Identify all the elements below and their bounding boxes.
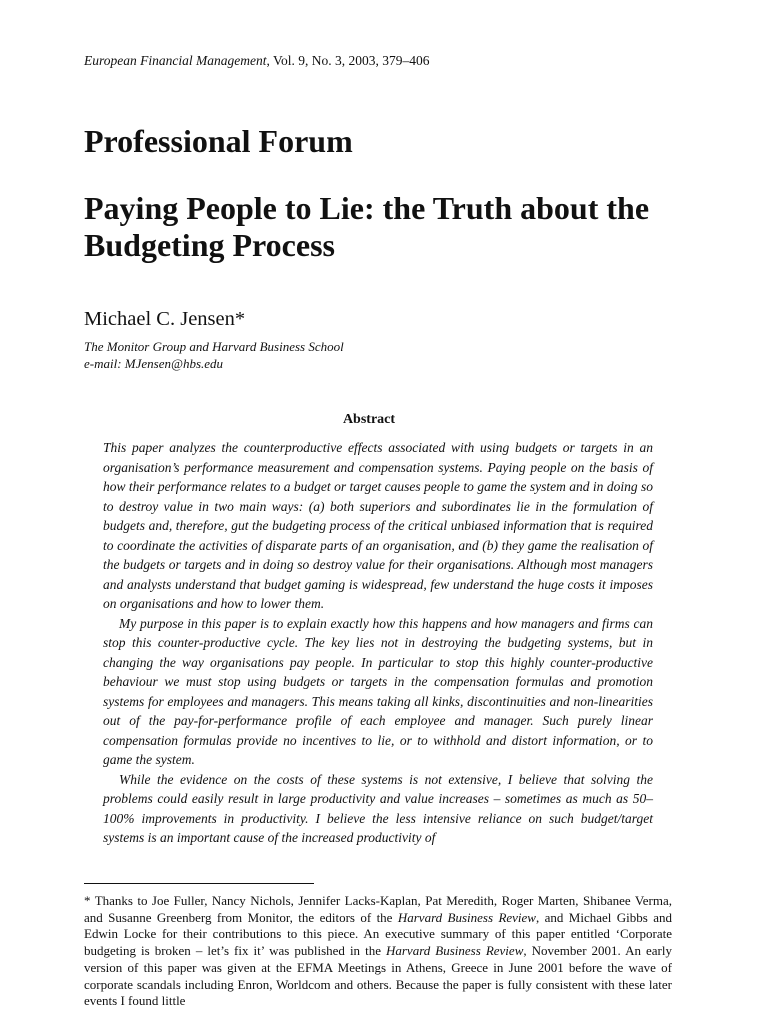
footnote-text-2: , and Michael Gibbs and Edwin Locke for their contributions to this piece. An executive summary of this paper entitled ‘Corporate budgeting is broken – let’s fix it’ was published in the — [84, 909, 673, 959]
section-title: Professional Forum — [84, 123, 353, 159]
author-name: Michael C. Jensen* — [84, 308, 246, 330]
journal-volume-info: , Vol. 9, No. 3, 2003, 379–406 — [266, 53, 430, 68]
paper-title: Paying People to Lie: the Truth about the Budgeting Process — [84, 190, 650, 263]
footnote-divider — [84, 883, 314, 884]
footnote-journal-ref-1: Harvard Business Review — [397, 909, 536, 925]
footnote — [84, 893, 672, 1010]
abstract-body — [103, 438, 653, 848]
abstract-paragraph-3: While the evidence on the costs of these systems is not extensive, I believe that solving the problems could easily result in large productivity and value increases – sometimes as much as 50–100% improvements in productivity. I believe the less intensive reliance on such budget/target systems is an important cause of the increased productivity of — [103, 771, 653, 845]
author-email: e-mail: MJensen@hbs.edu — [84, 356, 224, 371]
abstract-heading: Abstract — [342, 412, 396, 427]
paper-page — [84, 0, 673, 1024]
footnote-text-3: , November 2001. An early version of this paper was given at the EFMA Meetings in Athens, Greece in June 2001 before the wave of corporate scandals including Enron, Worldcom and others. Because the paper is fully consistent with these later events I found little — [84, 943, 672, 1009]
abstract-paragraph-2: My purpose in this paper is to explain exactly how this happens and how managers and firms can stop this counter-productive cycle. The key lies not in destroying the budgeting systems, but in changing the way organisations pay people. In particular to stop this highly counter-productive behaviour we must stop using budgets or targets in the compensation formulas and promotion systems for employees and managers. This means taking all kinks, discontinuities and non-linearities out of the pay-for-performance profile of each employee and manager. Such purely linear compensation formulas provide no incentives to lie, or to withhold and distort information, or to game the system. — [103, 615, 653, 767]
footnote-text-1: * Thanks to Joe Fuller, Nancy Nichols, Jennifer Lacks-Kaplan, Pat Meredith, Roger Marten, Shibanee Verma, and Susanne Greenberg from Monitor, the editors of the — [84, 893, 672, 925]
footnote-journal-ref-2: Harvard Business Review — [385, 943, 524, 959]
abstract-paragraph-1: This paper analyzes the counterproductive effects associated with using budgets or targets in an organisation’s performance measurement and compensation systems. Paying people on the basis of how their performance relates to a budget or target causes people to game the system and in doing so to destroy value in two main ways: (a) both superiors and subordinates lie in the formulation of budgets and, therefore, gut the budgeting process of the critical unbiased information that is required to coordinate the activities of disparate parts of an organisation, and (b) they game the realisation of the budgets or targets and in doing so destroy value for their organisations. Although most managers and analysts understand that budget gaming is widespread, few understand the huge costs it imposes on organisations and how to lower them. — [103, 440, 653, 611]
journal-name: European Financial Management — [84, 53, 267, 68]
journal-citation — [84, 52, 429, 70]
author-affiliation: The Monitor Group and Harvard Business School — [84, 339, 344, 354]
